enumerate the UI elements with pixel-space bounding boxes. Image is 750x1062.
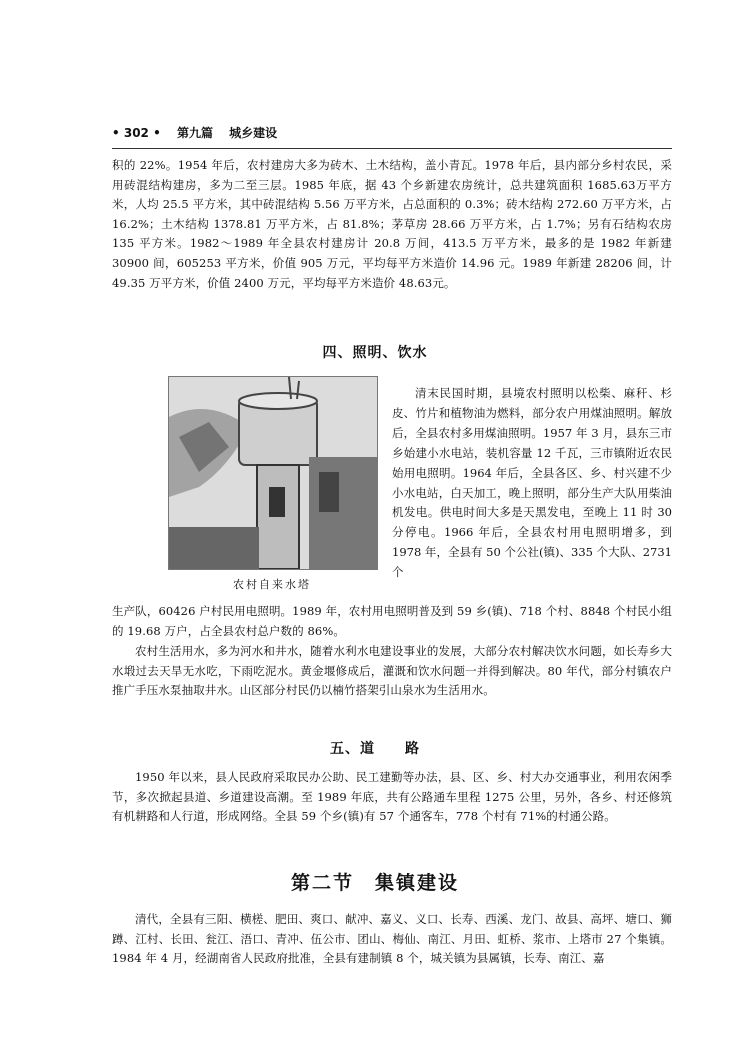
water-tower-photo — [168, 376, 378, 570]
roads-paragraph: 1950 年以来，县人民政府采取民办公助、民工建勤等办法，县、区、乡、村大办交通事业，利用农闲季节，多次掀起县道、乡道建设高潮。至 1989 年底，共有公路通车里程 1275 公里，另外，各乡、村还修筑有机耕路和人行道，形成网络。全县 59 个乡(镇)有 57 个通客车，778 个村有 71%的村通公路。 — [112, 770, 672, 824]
photo-caption: 农村自来水塔 — [233, 578, 311, 591]
part-label: 第九篇 — [176, 126, 213, 140]
water-tower-illustration — [169, 377, 377, 569]
intro-paragraph: 积的 22%。1954 年后，农村建房大多为砖木、土木结构，盖小青瓦。1978 年后，县内部分乡村农民，采用砖混结构建房，多为二至三层。1985 年底，据 43 个乡新建农房统计，总共建筑面积 1685.63万平方米，人均 25.5 平方米，其中砖混结构 5.56 万平方米，占总面积的 0.3%；砖木结构 272.60 万平方米，占 16.2%；土木结构 1378.81 万平方米，占 81.8%；茅草房 28.66 万平方米，占 1.7%；另有石结构农房 135 平方米。1982～1989 年全县农村建房计 20.8 万间，413.5 万平方米，最多的是 1982 年新建 30900 间，605253 平方米，价值 905 万元，平均每平方米造价 14.96 元。1989 年新建 28206 间，计 49.35 万平方米，价值 2400 万元，平均每平方米造价 48.63元。 — [112, 158, 672, 290]
section-title-roads: 五、道 路 — [330, 741, 420, 757]
running-header — [112, 124, 670, 141]
section-title-lighting-water: 四、照明、饮水 — [322, 345, 428, 361]
lighting-paragraph: 清末民国时期，县境农村照明以松柴、麻秆、杉皮、竹片和植物油为燃料，部分农户用煤油照明。解放后，全县农村多用煤油照明。1957 年 3 月，县东三市乡始建小水电站，装机容量 12 千瓦，三市镇附近农民始用电照明。1964 年后，全县各区、乡、村兴建不少小水电站，白天加工，晚上照明，部分生产大队用柴油机发电。供电时间大多是天黑发电，至晚上 11 时 30 分停电。1966 年后，全县农村用电照明增多，到 1978 年，全县有 50 个公社(镇)、335 个大队、2731 个 — [392, 386, 672, 580]
header-title: 城乡建设 — [229, 126, 278, 140]
header-rule — [112, 148, 672, 149]
town-construction-paragraph: 清代，全县有三阳、横槎、肥田、爽口、献冲、嘉义、义口、长寿、西溪、龙门、故县、高坪、塘口、狮蹲、江村、长田、瓮江、浯口、青冲、伍公市、团山、梅仙、南江、月田、虹桥、浆市、上塔市 27 个集镇。1984 年 4 月，经湖南省人民政府批准，全县有建制镇 8 个，城关镇为县属镇，长寿、南江、嘉 — [112, 912, 672, 966]
chapter-title-town-construction: 第二节 集镇建设 — [290, 872, 459, 894]
water-paragraph: 农村生活用水，多为河水和井水，随着水利水电建设事业的发展，大部分农村解决饮水问题，如长寿乡大水塅过去天旱无水吃，下雨吃泥水。黄金堰修成后，灌溉和饮水问题一并得到解决。80 年代，部分村镇农户推广手压水泵抽取井水。山区部分村民仍以楠竹搭架引山泉水为生活用水。 — [112, 644, 672, 698]
page-number: • 302 • — [112, 126, 161, 140]
lighting-paragraph-continued: 生产队，60426 户村民用电照明。1989 年，农村用电照明普及到 59 乡(镇)、718 个村、8848 个村民小组的 19.68 万户，占全县农村总户数的 86%。 — [112, 604, 672, 638]
